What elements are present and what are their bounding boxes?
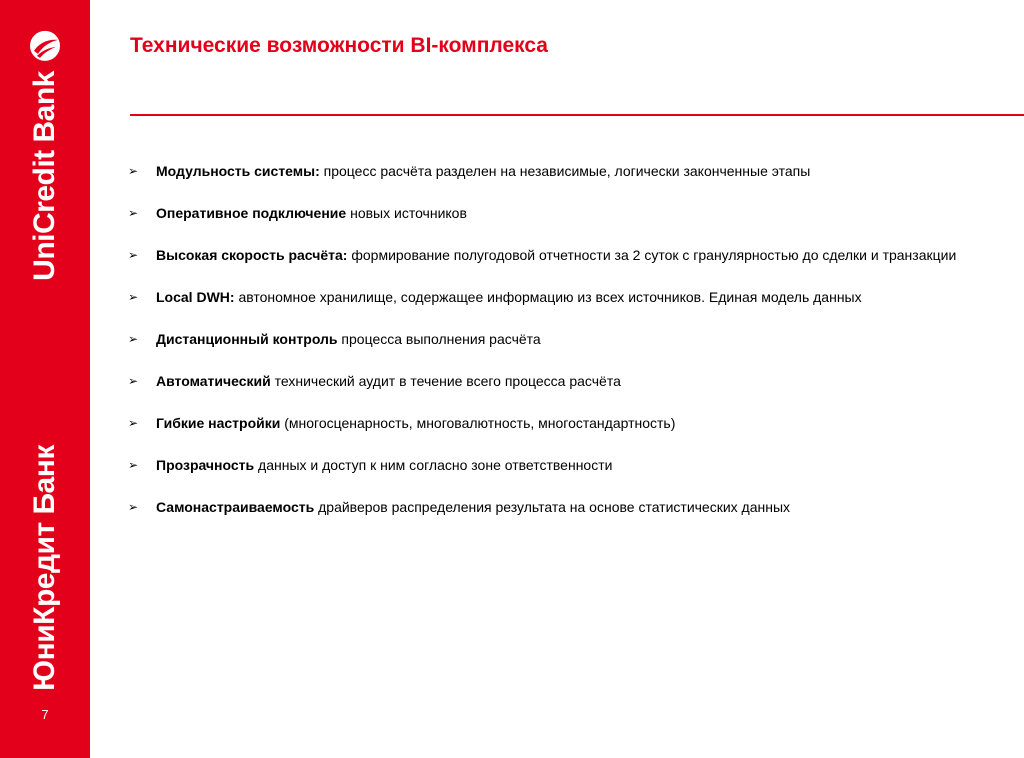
arrowhead-bullet-icon: ➢ (128, 416, 139, 430)
feature-list-item (128, 234, 998, 276)
feature-list-item (128, 360, 998, 402)
unicredit-logo-icon (28, 29, 62, 63)
feature-name: Модульность системы: (156, 163, 320, 179)
arrowhead-bullet-icon: ➢ (128, 248, 139, 262)
feature-name: Дистанционный контроль (156, 331, 338, 347)
brand-name-cyrillic: ЮниКредит Банк (28, 445, 61, 691)
feature-name: Оперативное подключение (156, 205, 347, 221)
title-divider (130, 114, 1024, 116)
feature-description: формирование полугодовой отчетности за 2 суток с гранулярностью до сделки и транзакции (347, 247, 957, 263)
arrowhead-bullet-icon: ➢ (128, 206, 139, 220)
feature-description: драйверов распределения результата на основе статистических данных (314, 499, 791, 515)
slide-title: Технические возможности BI-комплекса (130, 34, 548, 57)
arrowhead-bullet-icon: ➢ (128, 458, 139, 472)
feature-name: Прозрачность (156, 457, 255, 473)
feature-list-item (128, 402, 998, 444)
feature-description: автономное хранилище, содержащее информацию из всех источников. Единая модель данных (234, 289, 862, 305)
feature-description: процесса выполнения расчёта (337, 331, 541, 347)
feature-name: Самонастраиваемость (156, 499, 315, 515)
arrowhead-bullet-icon: ➢ (128, 332, 139, 346)
arrowhead-bullet-icon: ➢ (128, 374, 139, 388)
feature-description: новых источников (346, 205, 467, 221)
unicredit-brand-mark (28, 29, 62, 281)
feature-list-item (128, 486, 998, 528)
feature-description: технический аудит в течение всего процесса расчёта (270, 373, 621, 389)
arrowhead-bullet-icon: ➢ (128, 164, 139, 178)
feature-name: Высокая скорость расчёта: (156, 247, 348, 263)
brand-sidebar (0, 0, 90, 758)
feature-description: процесс расчёта разделен на независимые, логически законченные этапы (319, 163, 811, 179)
feature-list (128, 150, 998, 528)
feature-name: Гибкие настройки (156, 415, 281, 431)
feature-list-item (128, 318, 998, 360)
feature-description: (многосценарность, многовалютность, многостандартность) (280, 415, 676, 431)
arrowhead-bullet-icon: ➢ (128, 500, 139, 514)
brand-name-latin: UniCredit Bank (28, 71, 61, 281)
feature-list-item (128, 444, 998, 486)
feature-name: Автоматический (156, 373, 271, 389)
feature-list-item (128, 276, 998, 318)
page-number: 7 (41, 707, 49, 722)
feature-description: данных и доступ к ним согласно зоне ответственности (254, 457, 613, 473)
feature-list-item (128, 150, 998, 192)
feature-name: Local DWH: (156, 289, 235, 305)
arrowhead-bullet-icon: ➢ (128, 290, 139, 304)
feature-list-item (128, 192, 998, 234)
